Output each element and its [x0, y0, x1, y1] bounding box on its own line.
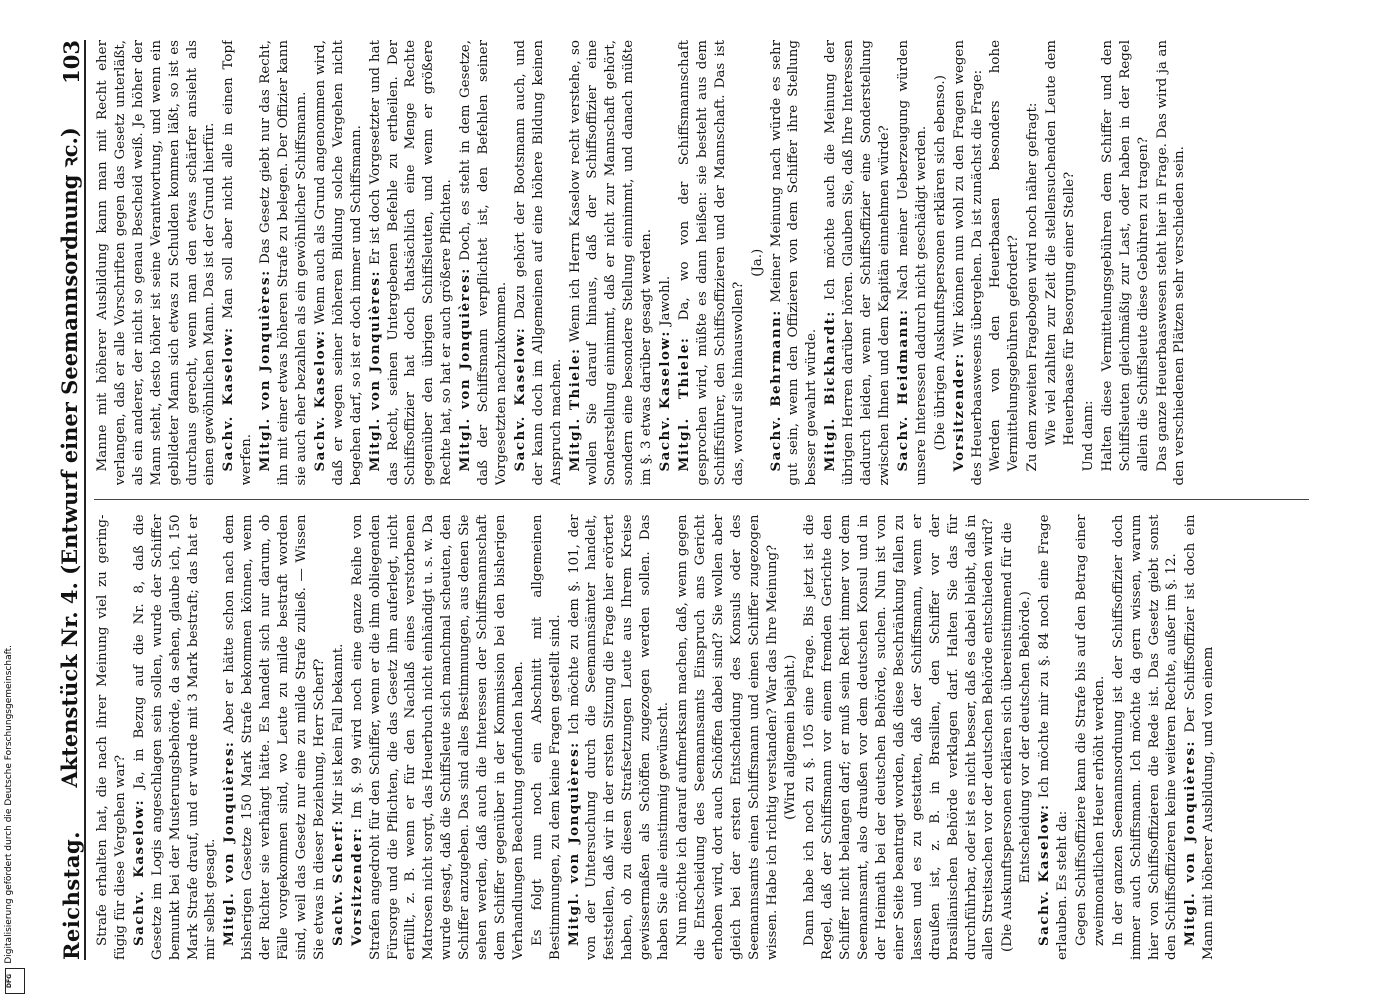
- paragraph: Sachv. Kaselow: Man soll aber nicht alle in einen Topf werfen.: [220, 40, 255, 486]
- paragraph: Vorsitzender: Im §. 99 wird noch eine ganze Reihe von Strafen angedroht für den Schiffer, wenn er die ihm obliegenden Fürsorge und die Pflichten, die das Gesetz ihm auferlegt, nicht erfüllt, z. B. wenn er für den Nachlaß eines verstorbenen Matrosen nicht sorgt, das Heuerbuch nicht einhändigt u. s. w. Da wurde gesagt, daß die Schiffsleute sich manchmal scheuten, den Schiffer anzugeben. Das sind alles Bestimmungen, aus denen Sie sehen werden, daß auch die Interessen der Schiffsmannschaft dem Schiffer gegenüber in der Kommission bei den bisherigen Verhandlungen Beachtung gefunden haben.: [348, 514, 526, 960]
- paragraph: Sachv. Kaselow: Ich möchte mir zu §. 84 noch eine Frage erlauben. Es steht da:: [1036, 514, 1071, 960]
- paragraph: Mitgl. von Jonquières: Aber er hätte schon nach dem bisherigen Gesetze 150 Mark Strafe bekommen können, wenn der Richter sie verhängt hätte. Es handelt sich nur darum, ob Fälle vorgekommen sind, wo Leute zu milde bestraft worden sind, weil das Gesetz nur eine zu milde Strafe zuließ. — Wissen Sie etwas in dieser Beziehung, Herr Scherf?: [221, 514, 327, 960]
- paragraph: Sachv. Scherf: Mir ist kein Fall bekannt.: [329, 643, 346, 946]
- paragraph: Mitgl. von Jonquières: Der Schiffsoffizier ist doch ein Mann mit höherer Ausbildung, und von einem: [1182, 514, 1217, 960]
- paragraph: Mitgl. Thiele: Wenn ich Herrn Kaselow recht verstehe, so wollen Sie darauf hinaus, daß der Schiffsoffizier eine Sonderstellung einnimmt, daß er nicht zur Mannschaft gehört, sondern eine besondere Stellung einnimmt, und danach müßte im §. 3 etwas darüber gesagt werden.: [566, 40, 655, 486]
- speaker-name: Sachv. Kaselow:: [511, 326, 528, 472]
- left-column: [94, 515, 1309, 961]
- paragraph: Werden von den Heuerbaasen besonders hohe Vermittelungsgebühren gefordert?: [988, 40, 1022, 472]
- paragraph: Mitgl. von Jonquières: Doch, es steht in dem Gesetze, daß der Schiffsmann verpflichtet ist, den Befehlen seiner Vorgesetzten nachzukommen.: [457, 40, 509, 486]
- paragraph: Vorsitzender: Wir können nun wohl zu den Fragen wegen des Heuerbaaswesens übergehen. Da ist zunächst die Frage:: [950, 40, 985, 486]
- speaker-name: Mitgl. Thiele:: [676, 336, 692, 472]
- paragraph: Dann habe ich noch zu §. 105 eine Frage. Bis jetzt ist die Regel, daß der Schiffsmann vor einem fremden Gerichte den Schiffer nicht belangen darf; er muß sein Recht immer vor dem Seemannsamt, also draußen vor dem deutschen Konsul und in der Heimath bei der deutschen Behörde, suchen. Nun ist von einer Seite beantragt worden, daß diese Beschränkung fallen zu lassen und es zu gestatten, daß der Schiffsmann, wenn er draußen ist, z. B. in Brasilien, den Schiffer vor der brasilianischen Behörde verklagen darf. Halten Sie das für durchführbar, oder ist es nicht besser, daß es dabei bleibt, daß in allen Streitsachen vor der deutschen Behörde entschieden wird?: [802, 514, 997, 960]
- speaker-name: Sachv. Kaselow:: [220, 326, 237, 472]
- speaker-name: Mitgl. von Jonquières:: [257, 269, 274, 472]
- paragraph: Das ganze Heuerbaaswesen steht hier in Frage. Das wird ja an den verschiedenen Plätzen sehr verschieden sein.: [1154, 40, 1188, 486]
- scanned-page: [40, 40, 1310, 960]
- speaker-name: Mitgl. Bickhardt:: [822, 310, 839, 472]
- paragraph: (Die übrigen Auskunftspersonen erklären sich ebenso.): [932, 75, 948, 451]
- paragraph: In der ganzen Seemannsordnung ist der Schiffsoffizier doch immer auch Schiffsmann. Ich möchte da gern wissen, warum hier von Schiffsoffizieren die Rede ist. Das Gesetz giebt sonst den Schiffsoffizieren keine weiteren Rechte, außer im §. 12.: [1110, 514, 1180, 960]
- paragraph: (Ja.): [749, 248, 765, 277]
- paragraph: Halten diese Vermittelungsgebühren dem Schiffer und den Schiffsleuten gleichmäßig zur Last, oder haben in der Regel allein die Schiffsleute diese Gebühren zu tragen?: [1099, 40, 1151, 472]
- paragraph: Mitgl. von Jonquières: Er ist doch Vorgesetzter und hat das Recht, seinen Untergebenen Befehle zu ertheilen. Der Schiffsoffizier hat doch thatsächlich eine Menge Rechte gegenüber den übrigen Schiffsleuten, und wenn er größere Rechte hat, so hat er auch größere Pflichten.: [366, 40, 455, 486]
- speaker-name: Sachv. Kaselow:: [130, 798, 147, 946]
- speaker-name: Sachv. Kaselow:: [657, 330, 674, 472]
- speaker-name: Mitgl. von Jonquières:: [565, 741, 582, 946]
- paragraph: Mitgl. von Jonquières: Ich möchte zu dem §. 101, der von der Untersuchung durch die Seemannsämter handelt, feststellen, daß wir in der ersten Sitzung die Frage hier erörtert haben, ob zu diesen Strafsetzungen Leute aus Ihrem Kreise gewissermaßen als Schöffen zugezogen werden sollen. Das haben Sie alle einstimmig gewünscht.: [565, 514, 672, 960]
- paragraph: Sachv. Kaselow: Ja, in Bezug auf die Nr. 8, daß die Gesetze im Logis angeschlagen sein sollen, wurde der Schiffer bemunkt bei der Musterungsbehörde, da sehen, glaube ich, 150 Mark Strafe drauf, und er wurde mit 3 Mark bestraft; das hat er mir selbst gesagt.: [130, 514, 219, 960]
- paragraph: (Die Auskunftspersonen erklären sich übereinstimmend für die Entscheidung vor der deutschen Behörde.): [1000, 522, 1034, 953]
- running-header: [40, 40, 86, 960]
- speaker-name: Mitgl. von Jonquières:: [221, 740, 238, 946]
- paragraph: Manne mit höherer Ausbildung kann man mit Recht eher verlangen, daß er alle Vorschriften gegen das Gesetz unterläßt, als ein anderer, der nicht so genau Bescheid weiß. Je höher der Mann steht, desto höher ist seine Verantwortung, und wenn ein gebildeter Mann sich etwas zu Schulden kommen läßt, so ist es durchaus gerecht, wenn man den etwas schärfer ansieht als einen gewöhnlichen Mann. Das ist der Grund hierfür.: [95, 40, 218, 486]
- paragraph: Es folgt nun noch ein Abschnitt mit allgemeinen Bestimmungen, zu dem keine Fragen gestellt sind.: [529, 514, 563, 960]
- speaker-name: Mitgl. Thiele:: [566, 347, 583, 472]
- paragraph: Strafe erhalten hat, die nach ihrer Meinung viel zu gering-fügig für diese Vergehen war?: [95, 514, 128, 960]
- paragraph: Sachv. Behrmann: Meiner Meinung nach würde es sehr gut sein, wenn den Offizieren von dem Schiffer ihre Stellung besser gewahrt würde.: [767, 40, 820, 486]
- speaker-name: Mitgl. von Jonquières:: [366, 270, 383, 472]
- paragraph: Sachv. Kaselow: Wenn auch als Grund angenommen wird, daß er wegen seiner höheren Bildung solche Vergehen nicht begehen darf, so ist er doch immer und Schiffsmann.: [311, 40, 364, 486]
- dfg-logo: DFG: [5, 968, 25, 994]
- page-number: 103: [59, 40, 84, 84]
- side-credit: [4, 0, 26, 1000]
- paragraph: Mitgl. von Jonquières: Das Gesetz giebt nur das Recht, ihn mit einer etwas höheren Strafe zu belegen. Der Offizier kann sie auch eher bezahlen als ein gewöhnlicher Schiffsmann.: [257, 40, 309, 486]
- speaker-name: Sachv. Kaselow:: [1036, 803, 1053, 946]
- speaker-name: Sachv. Behrmann:: [767, 309, 784, 472]
- paragraph: Wie viel zahlten zur Zeit die stellensuchenden Leute dem Heuerbaase für Besorgung einer Stelle?: [1044, 40, 1078, 446]
- speaker-name: Vorsitzender:: [950, 352, 967, 472]
- paragraph: Mitgl. Thiele: Da, wo von der Schiffsmannschaft gesprochen wird, müßte es dann heißen: sie besteht aus dem Schiffsführer, den Schiffsoffizieren und der Mannschaft. Das ist das, worauf sie hinauswollen?: [676, 40, 746, 486]
- digitization-credit: Digitalisierung gefördert durch die Deutsche Forschungsgemeinschaft.: [4, 645, 14, 964]
- paragraph: Sachv. Kaselow: Jawohl.: [657, 275, 674, 472]
- speaker-name: Sachv. Kaselow:: [311, 329, 328, 472]
- paragraph: Zu dem zweiten Fragebogen wird noch näher gefragt:: [1025, 102, 1041, 472]
- speaker-name: Sachv. Heidmann:: [894, 308, 911, 472]
- speaker-name: Vorsitzender:: [348, 826, 365, 946]
- speaker-name: Mitgl. von Jonquières:: [457, 267, 474, 472]
- paragraph: Gegen Schiffsoffiziere kann die Strafe bis auf den Betrag einer zweimonatlichen Heuer erhöht werden.: [1073, 514, 1107, 946]
- header-title: Aktenstück Nr. 4. (Entwurf einer Seemannsordnung ꝛc.): [57, 127, 82, 788]
- paragraph: Sachv. Kaselow: Dazu gehört der Bootsmann auch, und der kann doch im Allgemeinen auf eine höhere Bildung keinen Anspruch machen.: [511, 40, 564, 486]
- text-columns: [94, 40, 1309, 960]
- paragraph: Sachv. Heidmann: Nach meiner Ueberzeugung würden unsere Interessen dadurch nicht geschädigt werden.: [894, 40, 929, 486]
- paragraph: Nun möchte ich darauf aufmerksam machen, daß, wenn gegen die Entscheidung des Seemannsamts Einspruch ans Gericht erhoben wird, dort auch Schöffen dabei sind? Sie wollen aber gleich bei der ersten Entscheidung des Konsuls oder des Seemannsamts einen Schiffsmann und einen Schiffer zugezogen wissen. Habe ich richtig verstanden? War das Ihre Meinung?: [675, 514, 780, 960]
- paragraph: Und dann:: [1080, 400, 1096, 472]
- column-rule: [94, 500, 1309, 501]
- paragraph: Mitgl. Bickhardt: Ich möchte auch die Meinung der übrigen Herren darüber hören. Glauben Sie, daß Ihre Interessen dadurch leiden, wenn der Schiffsoffizier eine Sonderstellung zwischen Ihnen und dem Kapitän einnehmen würde?: [822, 40, 892, 486]
- speaker-name: Mitgl. von Jonquières:: [1182, 740, 1199, 946]
- paragraph: (Wird allgemein bejaht.): [783, 654, 799, 820]
- speaker-name: Sachv. Scherf:: [329, 819, 346, 946]
- right-column: [94, 40, 1309, 486]
- header-left: Reichstag.: [59, 831, 84, 960]
